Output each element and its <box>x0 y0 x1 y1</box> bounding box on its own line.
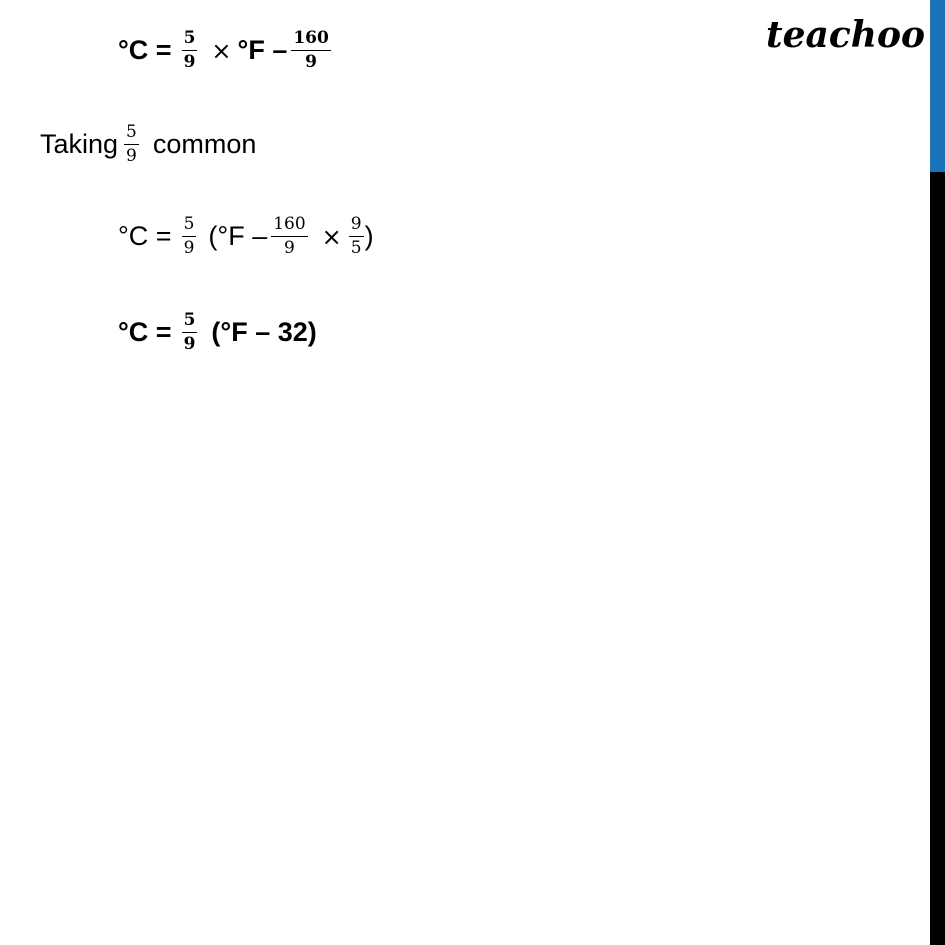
side-scroll-bar <box>930 0 945 945</box>
fraction-denominator: 9 <box>305 52 318 72</box>
text-line-taking-common <box>40 124 256 165</box>
fahrenheit-minus: °F – <box>237 35 288 65</box>
equation-line-3 <box>118 216 374 257</box>
fraction-five-ninths <box>182 30 198 71</box>
open-paren-fahrenheit-minus: (°F – <box>208 221 268 251</box>
fraction-numerator: 5 <box>124 124 139 145</box>
fraction-denominator: 9 <box>284 238 295 258</box>
times-operator: × <box>211 36 232 65</box>
fraction-numerator: 5 <box>182 30 198 51</box>
fraction-numerator: 5 <box>182 312 198 333</box>
equation-line-1 <box>118 30 335 71</box>
fraction-five-ninths <box>182 312 198 353</box>
fraction-numerator: 160 <box>271 216 307 237</box>
taking-label: Taking <box>40 129 119 159</box>
fraction-numerator: 160 <box>291 30 331 51</box>
fraction-nine-fifths <box>349 216 364 257</box>
side-bar-accent <box>930 0 945 172</box>
fraction-160-ninths <box>271 216 307 257</box>
teachoo-logo: teachoo <box>766 14 925 56</box>
celsius-lhs: °C = <box>118 221 172 251</box>
close-paren: ) <box>364 221 374 251</box>
fraction-five-ninths <box>124 124 139 165</box>
celsius-lhs: °C = <box>118 317 172 347</box>
common-label: common <box>152 129 257 159</box>
celsius-lhs: °C = <box>118 35 172 65</box>
fraction-numerator: 5 <box>182 216 197 237</box>
fraction-denominator: 9 <box>126 146 137 166</box>
equation-line-4-result <box>118 312 317 353</box>
fraction-denominator: 9 <box>183 334 196 354</box>
fraction-numerator: 9 <box>349 216 364 237</box>
fahrenheit-minus-32: (°F – 32) <box>211 317 317 347</box>
fraction-denominator: 5 <box>350 238 362 258</box>
fraction-160-ninths <box>291 30 331 71</box>
fraction-five-ninths <box>182 216 197 257</box>
times-operator: × <box>321 222 342 251</box>
fraction-denominator: 9 <box>183 52 196 72</box>
fraction-denominator: 9 <box>183 238 195 258</box>
